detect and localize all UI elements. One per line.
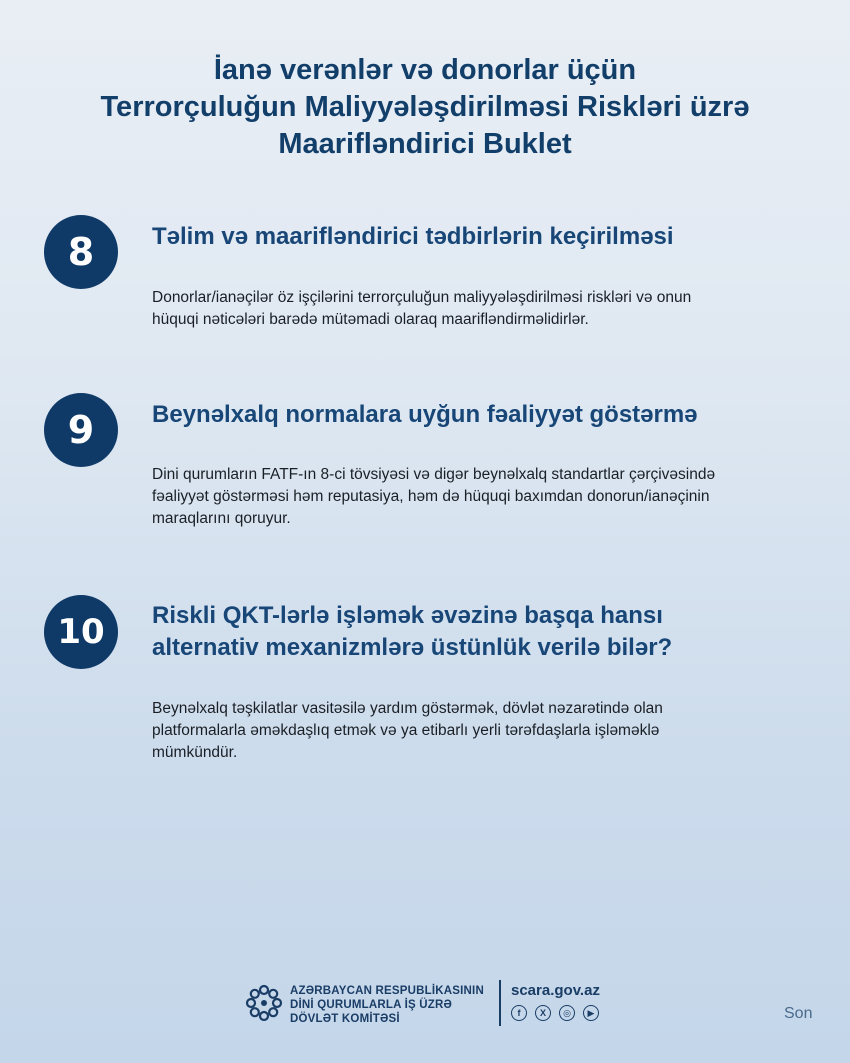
facebook-icon[interactable]: f xyxy=(511,1005,527,1021)
title-line-2: Terrorçuluğun Maliyyələşdirilməsi Riskləri üzrə xyxy=(100,91,750,123)
org-line: DİNİ QURUMLARLA İŞ ÜZRƏ xyxy=(290,999,453,1011)
section-heading-line: Riskli QKT-lərlə işləmək əvəzinə başqa hansı xyxy=(152,602,663,629)
section-body-line: platformalarla əməkdaşlıq etmək və ya etibarlı yerli tərəfdaşlarla işləməklə xyxy=(152,722,660,739)
footer xyxy=(0,975,850,1045)
section-body-line: fəaliyyət göstərməsi həm reputasiya, həm də hüquqi baxımdan donorun/ianəçinin xyxy=(152,488,710,505)
footer-divider xyxy=(499,980,501,1026)
section-body xyxy=(152,698,752,764)
youtube-icon[interactable]: ▶ xyxy=(583,1005,599,1021)
section-heading xyxy=(152,221,792,253)
section-heading-line: alternativ mexanizmlərə üstünlük verilə bilər? xyxy=(152,634,673,661)
section-heading-line: Beynəlxalq normalara uyğun fəaliyyət göstərmə xyxy=(152,401,698,428)
section-number-badge: 8 xyxy=(44,215,118,289)
section-heading xyxy=(152,399,792,431)
page-title xyxy=(0,52,850,163)
section-heading xyxy=(152,600,792,664)
section-body xyxy=(152,287,752,331)
title-line-1: İanə verənlər və donorlar üçün xyxy=(213,54,637,86)
section-heading-line: Təlim və maarifləndirici tədbirlərin keçirilməsi xyxy=(152,223,674,250)
section-body-line: maraqlarını qoruyur. xyxy=(152,510,291,527)
section-body-line: hüquqi nəticələri barədə mütəmadi olaraq maarifləndirməlidirlər. xyxy=(152,311,589,328)
instagram-icon[interactable]: ◎ xyxy=(559,1005,575,1021)
org-line: DÖVLƏT KOMİTƏSİ xyxy=(290,1013,400,1025)
section-body xyxy=(152,464,752,530)
section-number-badge: 9 xyxy=(44,393,118,467)
title-line-3: Maarifləndirici Buklet xyxy=(278,128,572,160)
section-number-badge: 10 xyxy=(44,595,118,669)
end-label: Son xyxy=(784,1005,813,1022)
organization-name xyxy=(290,984,484,1026)
section-body-line: Donorlar/ianəçilər öz işçilərini terrorçuluğun maliyyələşdirilməsi riskləri və onun xyxy=(152,289,692,306)
committee-logo-icon xyxy=(244,983,284,1023)
website-link[interactable]: scara.gov.az xyxy=(511,982,600,999)
section-body-line: Beynəlxalq təşkilatlar vasitəsilə yardım göstərmək, dövlət nəzarətində olan xyxy=(152,700,663,717)
org-line: AZƏRBAYCAN RESPUBLİKASININ xyxy=(290,985,484,997)
section-body-line: mümkündür. xyxy=(152,744,238,761)
social-links xyxy=(511,1005,599,1021)
x-icon[interactable]: X xyxy=(535,1005,551,1021)
section-body-line: Dini qurumların FATF-ın 8-ci tövsiyəsi və digər beynəlxalq standartlar çərçivəsində xyxy=(152,466,716,483)
